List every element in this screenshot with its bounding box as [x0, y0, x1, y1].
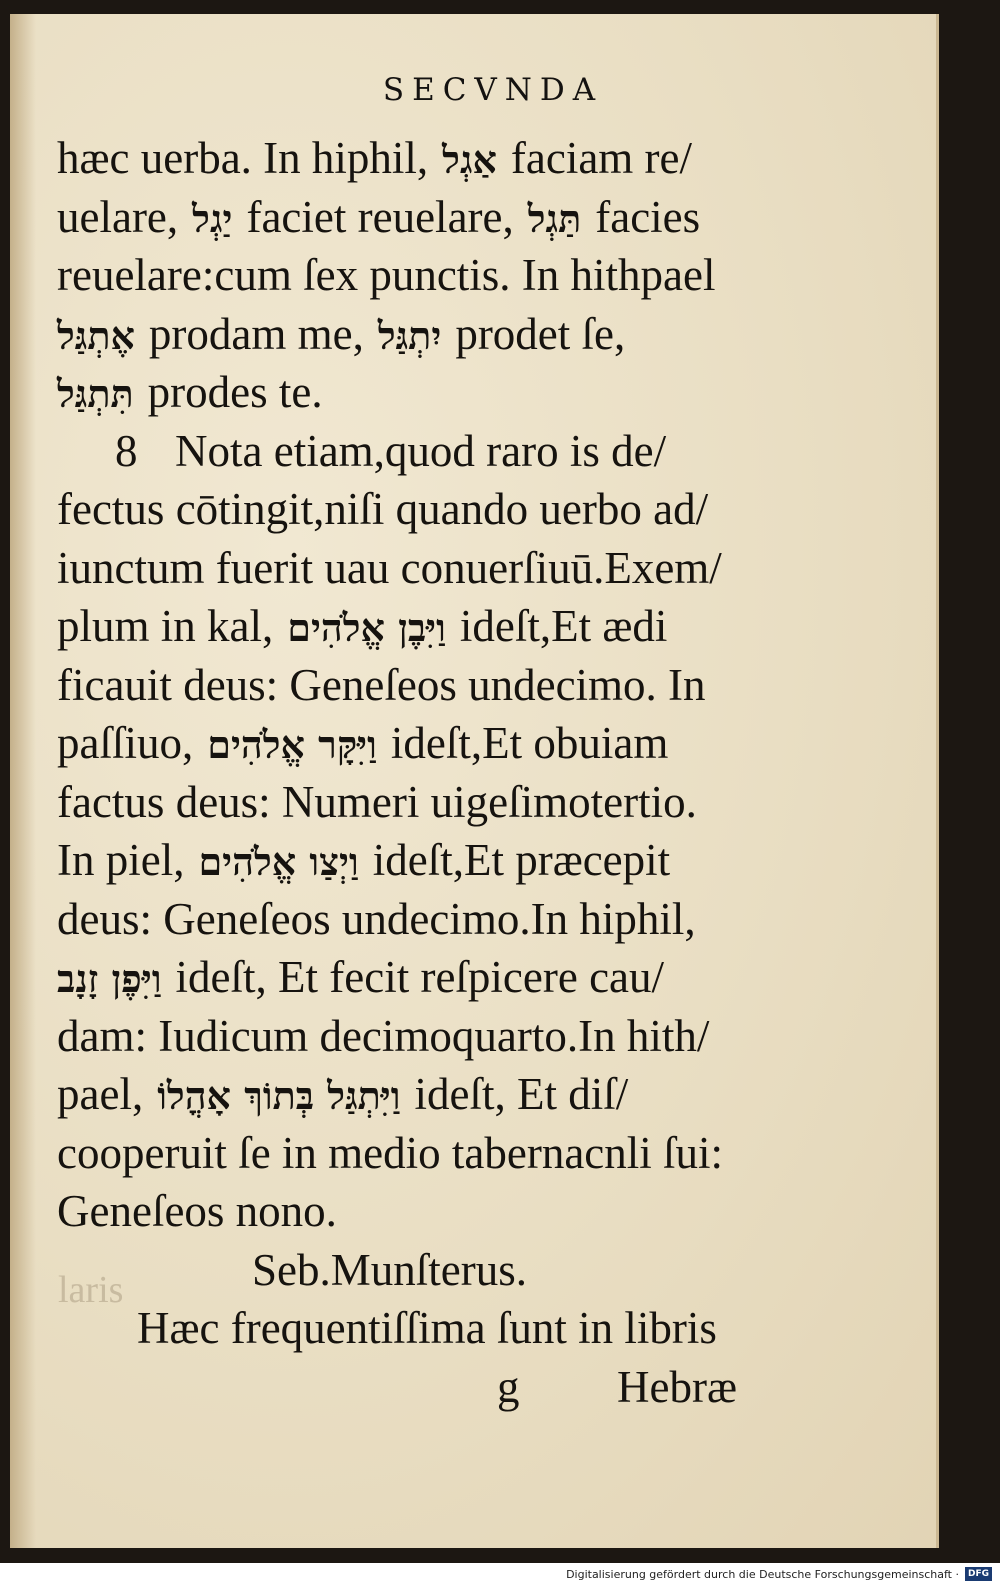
text-line: וַיִּפֶן זָנָב ideſt, Et fecit reſpicere cau/ [57, 952, 665, 1002]
hebrew-phrase: וַיִּבֶן אֱלֹהִים [287, 605, 446, 650]
text-line: 8 Nota etiam,quod raro is de/ [57, 422, 767, 481]
text-line: hæc uerba. In hiphil, אַגְל faciam re/ [57, 133, 693, 183]
text-line: reuelare:cum ſex punctis. In hithpael [57, 250, 716, 300]
hebrew-word: תִּתְגַּל [57, 371, 134, 416]
text-line: plum in kal, וַיִּבֶן אֱלֹהִים ideſt,Et ædi [57, 601, 668, 651]
text-line: pael, וַיִּתְגַּל בְּתוֹךְ אָהֳלוֹ ideſt, Et diſ/ [57, 1069, 629, 1119]
text-line: dam: Iudicum decimoquarto.In hith/ [57, 1010, 710, 1061]
dfg-logo: DFG [965, 1567, 992, 1581]
text-line: ficauit deus: Geneſeos undecimo. In [57, 659, 706, 710]
closing-line: Hæc frequentiſſima ſunt in libris [137, 1303, 717, 1353]
signature-line [57, 1358, 767, 1417]
text-line: iunctum fuerit uau conuerſiuū.Exem/ [57, 542, 722, 593]
text-line: deus: Geneſeos undecimo.In hiphil, [57, 893, 696, 944]
hebrew-phrase: וַיִּפֶן זָנָב [57, 956, 162, 1001]
signature-mark: g [497, 1361, 520, 1412]
digitization-footer [566, 1563, 992, 1585]
text-line: fectus cōtingit,niſi quando uerbo ad/ [57, 484, 709, 534]
hebrew-word: יַגְל [192, 195, 233, 241]
text-line: אֶתְגַּל prodam me, יִתְגַּל prodet ſe, [57, 308, 626, 359]
running-header: SECVNDA [382, 72, 604, 108]
hebrew-word: יִתְגַּל [377, 312, 442, 358]
page-text [57, 129, 767, 1416]
hebrew-word: תַּגְל [527, 195, 582, 241]
text-line: cooperuit ſe in medio tabernacnli ſui: [57, 1127, 724, 1178]
catchword: Hebræ [617, 1361, 737, 1412]
text-line: factus deus: Numeri uigeſimotertio. [57, 776, 697, 827]
page-gutter-shadow [10, 14, 36, 1548]
text-line: uelare, יַגְל faciet reuelare, תַּגְל facies [57, 191, 701, 242]
hebrew-phrase: וַיְצַו אֱלֹהִים [198, 839, 359, 884]
text-line: תִּתְגַּל prodes te. [57, 367, 323, 417]
text-line: paſſiuo, וַיִּקָּר אֱלֹהִים ideſt,Et obuiam [57, 718, 669, 768]
text-line: Geneſeos nono. [57, 1186, 337, 1236]
book-page [10, 14, 939, 1548]
hebrew-phrase: וַיִּתְגַּל בְּתוֹךְ אָהֳלוֹ [157, 1073, 401, 1118]
bleed-through-text: laris [58, 1269, 124, 1311]
footer-credit: Digitalisierung gefördert durch die Deutsche Forschungsgemeinschaft · [566, 1567, 959, 1581]
author-line: Seb.Munſterus. [252, 1244, 527, 1295]
hebrew-word: אַגְל [442, 137, 497, 182]
text-line: In piel, וַיְצַו אֱלֹהִים ideſt,Et præcepit [57, 835, 671, 885]
hebrew-word: אֶתְגַּל [57, 312, 135, 358]
paragraph-number: 8 [115, 425, 138, 476]
hebrew-phrase: וַיִּקָּר אֱלֹהִים [207, 722, 377, 767]
